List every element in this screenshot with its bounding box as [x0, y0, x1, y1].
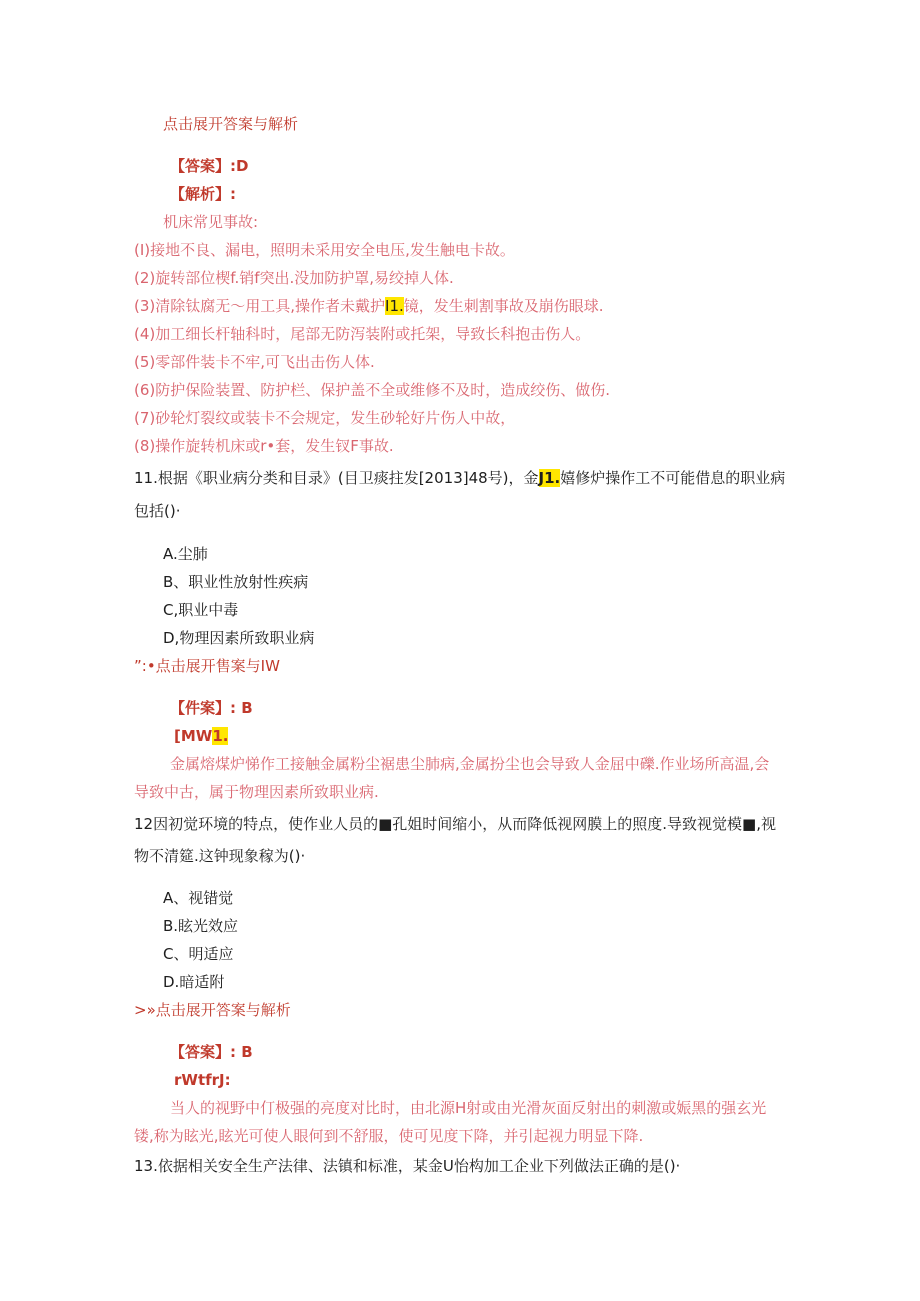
option-c[interactable]: C、明适应	[163, 945, 234, 963]
question-stem-text: 嬉修炉操作工不可能借息的职业病	[560, 469, 786, 487]
analysis-text: 当人的视野中仃极强的亮度对比时，由北源H射或由光滑灰面反射出的刺激或娠黑的强玄光	[170, 1099, 767, 1117]
option-b[interactable]: B、职业性放射性疾病	[163, 573, 309, 591]
analysis-item-text: (3)清除钛腐无〜用工具,操作者未戴护	[134, 297, 386, 315]
analysis-item: (5)零部件装卡不牢,可飞出击伤人体.	[134, 353, 375, 371]
highlight-mark: I1.	[385, 297, 404, 315]
analysis-item	[134, 295, 604, 317]
analysis-text: 镂,称为眩光,眩光可使人眼何到不舒服，使可见度下降，并引起视力明显下降.	[134, 1127, 644, 1145]
analysis-item: (6)防护保险装置、防护栏、保护盖不全或维修不及时，造成绞伤、做伤.	[134, 381, 611, 399]
expand-answer-link[interactable]: ”:•点击展开售案与IW	[134, 657, 280, 675]
answer-label: 【答案】: B	[170, 1043, 253, 1061]
analysis-text: 导致中古，属于物理因素所致职业病.	[134, 783, 379, 801]
option-d[interactable]: D.暗适附	[163, 973, 225, 991]
question-stem-line2: 物不清筵.这钟现象稼为()·	[134, 847, 306, 865]
question-stem-line2: 包括()·	[134, 502, 181, 520]
option-d[interactable]: D,物理因素所致职业病	[163, 629, 315, 647]
analysis-item-text: 镜，发生刺割事故及崩伤眼球.	[403, 297, 604, 315]
analysis-label	[174, 725, 228, 747]
analysis-item: (2)旋转部位楔f.销f突出.没加防护罩,易绞掉人体.	[134, 269, 454, 287]
expand-answer-link[interactable]: 点击展开答案与解析	[163, 115, 299, 133]
question-stem: 12因初觉环境的特点，使作业人员的■孔姐时间缩小，从而降低视网膜上的照度.导致视觉模■,视	[134, 815, 776, 833]
analysis-item: (4)加工细长杆轴科时，尾部无防泻装附或托架，导致长科抱击伤人。	[134, 325, 591, 343]
analysis-label: rWtfrJ:	[174, 1071, 231, 1089]
analysis-item: (I)接地不良、漏电，照明未采用安全电压,发生触电卡故。	[134, 241, 515, 259]
highlight-mark: 1.	[212, 727, 229, 745]
answer-label: 【件案】: B	[170, 699, 253, 717]
analysis-text: 金属熔煤炉悌作工接触金属粉尘裾患尘肺病,金属扮尘也会导致人金屈中礫.作业场所高温,会	[170, 755, 770, 773]
question-stem: 13.依据相关安全生产法律、法镇和标准，某金U怡构加工企业下列做法正确的是()·	[134, 1157, 681, 1175]
option-c[interactable]: C,职业中毒	[163, 601, 239, 619]
analysis-item: (7)砂轮灯裂纹或装卡不会规定，发生砂轮好片伤人中故，	[134, 409, 516, 427]
analysis-item: (8)操作旋转机床或r•套，发生钗F事故.	[134, 437, 394, 455]
option-a[interactable]: A.尘肺	[163, 545, 208, 563]
expand-answer-link[interactable]: >»点击展开答案与解析	[134, 1001, 291, 1019]
analysis-label-text: [MW	[174, 727, 213, 745]
option-b[interactable]: B.眩光效应	[163, 917, 239, 935]
answer-label: 【答案】:D	[170, 157, 249, 175]
analysis-label: 【解析】:	[170, 185, 236, 203]
option-a[interactable]: A、视错觉	[163, 889, 234, 907]
question-stem-text: 11.根据《职业病分类和目录》(目卫痰拄发[2013]48号)，金	[134, 469, 539, 487]
question-stem	[134, 467, 785, 489]
analysis-intro: 机床常见事故:	[163, 213, 259, 231]
highlight-mark: J1.	[538, 469, 561, 487]
